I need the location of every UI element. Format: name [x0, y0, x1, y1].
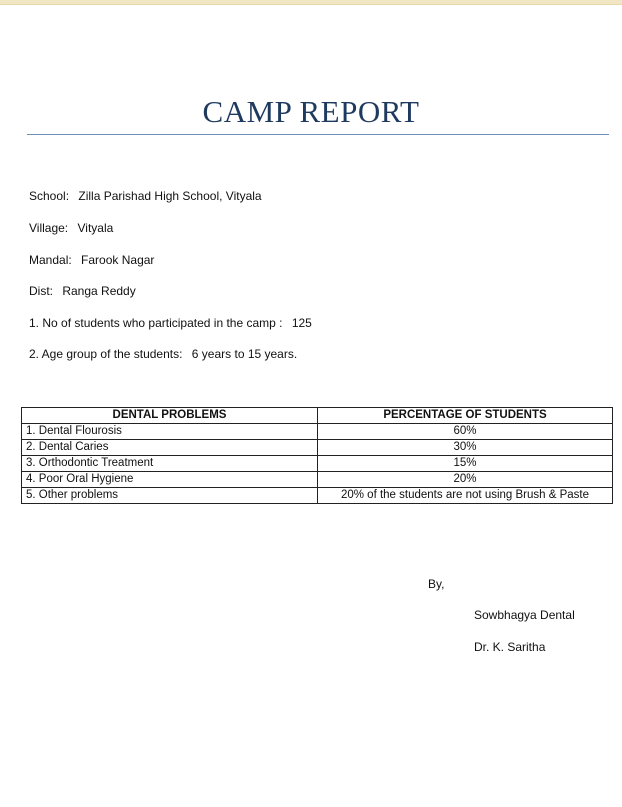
village-line	[29, 221, 113, 235]
signature-organization: Sowbhagya Dental	[474, 608, 575, 622]
problem-cell: 3. Orthodontic Treatment	[22, 456, 318, 472]
school-value: Zilla Parishad High School, Vityala	[78, 189, 262, 203]
percentage-cell: 60%	[318, 424, 613, 440]
header-dental-problems: DENTAL PROBLEMS	[22, 408, 318, 424]
school-line	[29, 189, 262, 203]
students-line	[29, 316, 312, 330]
title-divider	[27, 134, 609, 135]
table-row	[22, 488, 613, 504]
signature-doctor: Dr. K. Saritha	[474, 640, 546, 654]
header-percentage: PERCENTAGE OF STUDENTS	[318, 408, 613, 424]
table-row	[22, 424, 613, 440]
dist-label: Dist:	[29, 284, 53, 298]
mandal-line	[29, 253, 154, 267]
page-top-border	[0, 0, 622, 5]
mandal-value: Farook Nagar	[81, 253, 155, 267]
problem-cell: 1. Dental Flourosis	[22, 424, 318, 440]
students-label: 1. No of students who participated in the camp :	[29, 316, 283, 330]
problem-cell: 4. Poor Oral Hygiene	[22, 472, 318, 488]
percentage-cell: 30%	[318, 440, 613, 456]
village-label: Village:	[29, 221, 69, 235]
page-title: CAMP REPORT	[202, 94, 420, 129]
school-label: School:	[29, 189, 70, 203]
age-line	[29, 347, 297, 361]
problem-cell: 2. Dental Caries	[22, 440, 318, 456]
table-row	[22, 456, 613, 472]
age-label: 2. Age group of the students:	[29, 347, 183, 361]
table-row	[22, 440, 613, 456]
table-header-row	[22, 408, 613, 424]
age-value: 6 years to 15 years.	[191, 347, 298, 361]
percentage-cell: 20% of the students are not using Brush & Paste	[318, 488, 613, 504]
problem-cell: 5. Other problems	[22, 488, 318, 504]
table-row	[22, 472, 613, 488]
dist-line	[29, 284, 136, 298]
dist-value: Ranga Reddy	[62, 284, 136, 298]
percentage-cell: 20%	[318, 472, 613, 488]
signature-by: By,	[428, 577, 445, 591]
students-value: 125	[291, 316, 312, 330]
dental-problems-table	[21, 407, 613, 504]
mandal-label: Mandal:	[29, 253, 72, 267]
percentage-cell: 15%	[318, 456, 613, 472]
village-value: Vityala	[77, 221, 114, 235]
